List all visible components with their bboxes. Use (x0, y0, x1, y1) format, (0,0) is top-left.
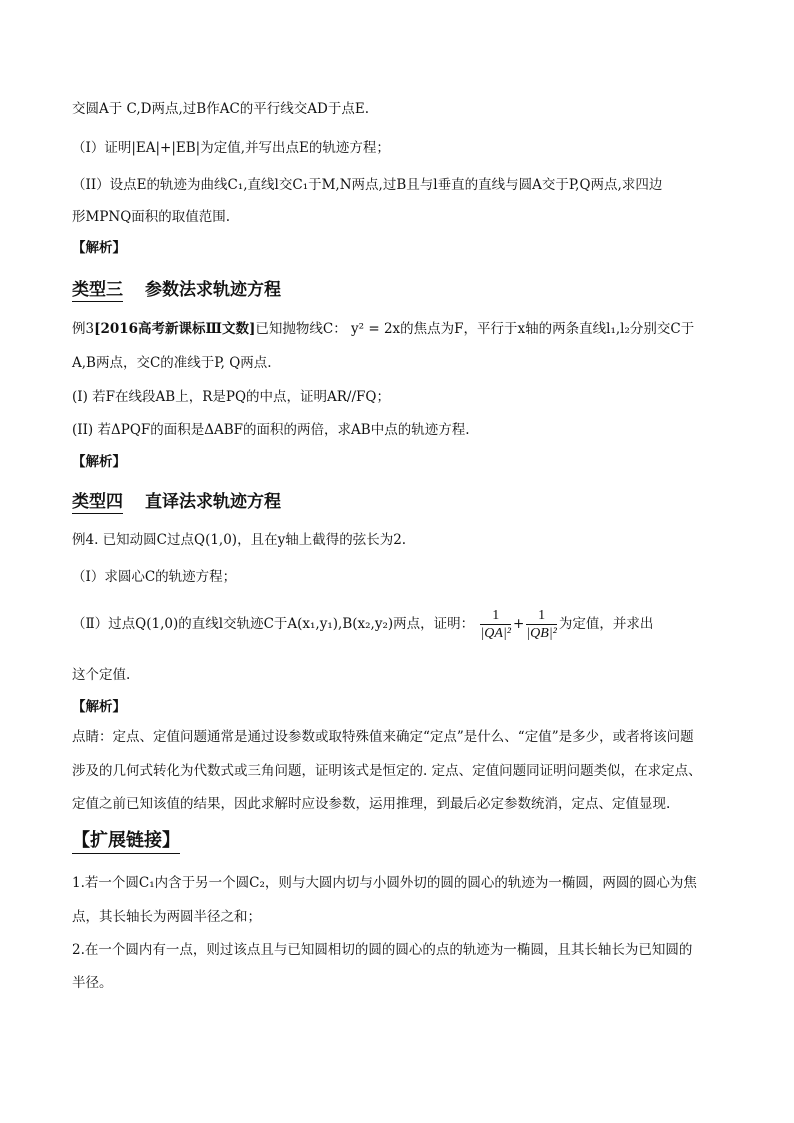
section-number: 类型四 (72, 487, 123, 514)
problem-part-2-cont: 形MPNQ面积的取值范围. (72, 209, 231, 225)
example-3-line-2: A,B两点，交C的准线于P, Q两点. (72, 355, 272, 371)
fraction-numerator: 1 (480, 607, 511, 625)
part-2-text-end: 为定值，并求出 (558, 616, 654, 632)
section-title: 参数法求轨迹方程 (145, 280, 281, 300)
section-heading-3 (72, 275, 281, 302)
example-4-line-1: 例4. 已知动圆C过点Q(1,0)，且在y轴上截得的弦长为2. (72, 532, 407, 548)
example-3-part-1: (I) 若F在线段AB上，R是PQ的中点，证明AR//FQ； (72, 389, 390, 405)
example-number: 例3 (72, 321, 95, 337)
example-4-part-2-cont: 这个定值. (72, 667, 131, 683)
extension-line-4: 半径。 (72, 975, 113, 991)
fraction-denominator: |QA|² (480, 625, 511, 641)
section-heading-4 (72, 487, 281, 514)
example-3-part-2: (II) 若ΔPQF的面积是ΔABF的面积的两倍，求AB中点的轨迹方程. (72, 422, 470, 438)
solution-label: 【解析】 (72, 699, 126, 715)
extension-title: 【扩展链接】 (72, 826, 180, 854)
problem-part-2: （II）设点E的轨迹为曲线C₁,直线l交C₁于M,N两点,过B且与l垂直的直线与圆A交于P,Q两点,求四边 (72, 177, 663, 193)
section-title: 直译法求轨迹方程 (145, 492, 281, 512)
extension-line-2: 点，其长轴长为两圆半径之和； (72, 909, 261, 925)
section-number: 类型三 (72, 275, 123, 302)
example-3-line-1 (72, 319, 694, 339)
extension-line-3: 2.在一个圆内有一点，则过该点且与已知圆相切的圆的圆心的点的轨迹为一椭圆，且其长轴长为已知圆的 (72, 942, 693, 958)
note-line-1: 点睛：定点、定值问题通常是通过设参数或取特殊值来确定“定点”是什么、“定值”是多少，或者将该问题 (72, 729, 694, 745)
problem-part-1: （I）证明|EA|+|EB|为定值,并写出点E的轨迹方程； (72, 140, 390, 156)
note-line-2: 涉及的几何式转化为代数式或三角问题，证明该式是恒定的. 定点、定值问题同证明问题类似，在求定点、 (72, 763, 702, 779)
part-2-text: （Ⅱ）过点Q(1,0)的直线l交轨迹C于A(x₁,y₁),B(x₂,y₂)两点，证明： (72, 616, 475, 632)
problem-line-1: 交圆A于 C,D两点,过B作AC的平行线交AD于点E. (72, 101, 370, 117)
extension-heading (72, 826, 180, 854)
solution-label: 【解析】 (72, 240, 126, 256)
solution-label: 【解析】 (72, 454, 126, 470)
example-text: 已知抛物线C： y² = 2x的焦点为F，平行于x轴的两条直线l₁,l₂分别交C于 (255, 321, 695, 337)
fraction-denominator: |QB|² (526, 625, 557, 641)
fraction-1-over-qa (480, 607, 511, 643)
fraction-numerator: 1 (526, 607, 557, 625)
example-4-part-1: （Ⅰ）求圆心C的轨迹方程； (72, 569, 237, 585)
example-source: [2016高考新课标Ⅲ文数] (94, 321, 256, 337)
fraction-1-over-qb (526, 607, 557, 643)
extension-line-1: 1.若一个圆C₁内含于另一个圆C₂，则与大圆内切与小圆外切的圆的圆心的轨迹为一椭圆，两圆的圆心为焦 (72, 875, 697, 891)
note-line-3: 定值之前已知该值的结果，因此求解时应设参数，运用推理，到最后必定参数统消，定点、定值显现. (72, 796, 671, 812)
example-4-part-2: （Ⅱ）过点Q(1,0)的直线l交轨迹C于A(x₁,y₁),B(x₂,y₂)两点，证明： $\frac{1}{\text{|QA|²}}$ + $\frac{1}{\text{|QB|²}}$ 为定值，并求出 (72, 607, 654, 641)
